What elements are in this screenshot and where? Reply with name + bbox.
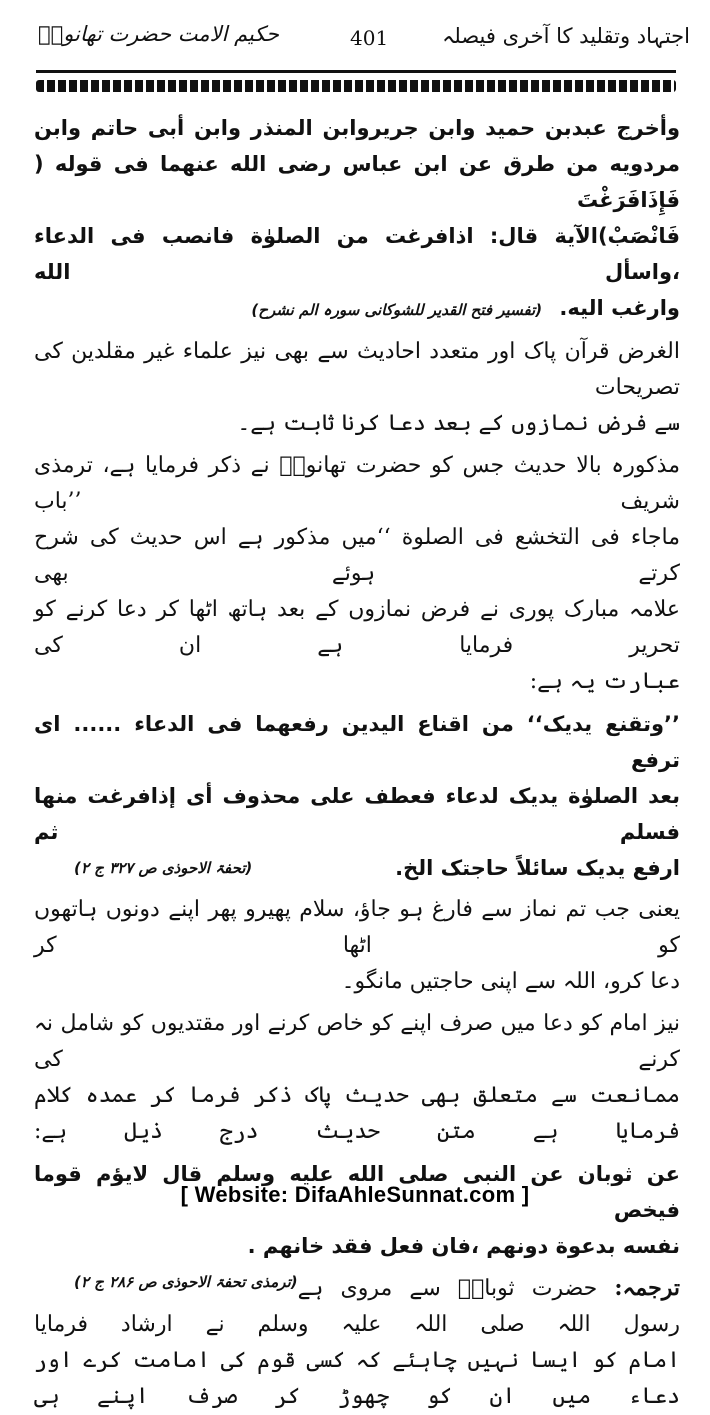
body-line: علامہ مبارک پوری نے فرض نمازوں کے بعد ہاتھ اٹھا کر دعا کرنے کو تحریر فرمایا ہے ان کی [34,597,680,658]
page-number: 401 [350,26,389,50]
body-line: نیز امام کو دعا میں صرف اپنے کو خاص کرنے اور مقتدیوں کو شامل نہ کرنے کی [34,1011,680,1072]
body-line-text: نفسه بدعوة دونهم ،فان فعل فقد خانهم . [247,1234,680,1258]
body-line: بعد الصلوٰة يديک لدعاء فعطف على محذوف أى إذافرغت منها فسلم ثم [34,784,680,844]
header-ornament-rule [36,80,676,92]
body-line: عبارت یہ ہے: [529,669,680,694]
body-line [34,290,680,328]
body-line: وأخرج عبدبن حميد وابن جريروابن المنذر وابن أبى حاتم وابن [34,116,680,140]
body-line-text: حضرت ثوبانؓ سے مروی ہے رسول اللہ صلی اللہ علیہ وسلم نے ارشاد فرمایا [34,1276,680,1337]
body-line-text: وارغب اليه. [559,296,680,320]
body-line: فَانْصَبْ)الآية قال: اذافرغت من الصلوٰة فانصب فى الدعاء ،واسأل الله [34,224,680,284]
body-line: ماجاء فى التخشع فى الصلوة ‘‘میں مذکور ہے اس حدیث کی شرح کرتے ہوئے بھی [34,525,680,586]
citation: (ترمذی تحفۃ الاحوذی ص ۲۸۶ ج ۲) [74,1273,298,1291]
body-line: مردويه من طرق عن ابن عباس رضى الله عنهما فى قوله ( فَإِذَافَرَغْتَ [34,152,680,212]
body-line-text: ارفع يديک سائلاً حاجتک الخ. [395,856,680,880]
page-body [34,110,680,1415]
body-line: ممانعت سے متعلق بھی حدیث پاک ذکر فرما کر عمدہ کلام فرمایا ہے متن حدیث درج ذیل ہے: [34,1083,680,1144]
body-line: دعا کرو، اللہ سے اپنی حاجتیں مانگو۔ [341,969,680,994]
body-line: ’’وتقنع يديک‘‘ من اقناع اليدين رفعهما فى الدعاء ...... اى ترفع [34,712,680,772]
book-title: اجتہاد وتقلید کا آخری فیصلہ [442,24,690,48]
citation: (تحفۃ الاحوذی ص ۳۲۷ ج ۲) [74,859,253,877]
body-line: عن ثوبان عن النبى صلى الله عليه وسلم قال لايؤم قوما فيخص [34,1162,680,1222]
body-line: مذکورہ بالا حدیث جس کو حضرت تھانویؒ نے ذکر فرمایا ہے، ترمذی شریف ’’باب [34,453,680,514]
body-line [34,850,680,886]
author-title: حکیم الامت حضرت تھانویؒ [38,22,279,46]
body-line: الغرض قرآن پاک اور متعدد احادیث سے بھی نیز علماء غیر مقلدین کی تصریحات [34,339,680,400]
page-header [20,18,690,58]
body-line: امام کو ایسا نہیں چاہئے کہ کسی قوم کی امامت کرے اور دعاء میں ان کو چھوڑ کر صرف اپنے ہی [34,1348,680,1409]
translation-label: ترجمہ: [614,1275,681,1301]
citation: (تفسیر فتح القدیر للشوکانی سورہ الم نشرح) [251,301,543,319]
header-rule-top [36,70,676,73]
body-line: سے فرض نمازوں کے بعد دعا کرنا ثابت ہے۔ [237,411,680,436]
website-footer: [ Website: DifaAhleSunnat.com ] [180,1182,530,1207]
body-line: یعنی جب تم نماز سے فارغ ہو جاؤ، سلام پھیرو پھر اپنے دونوں ہاتھوں کو اٹھا کر [34,897,680,958]
